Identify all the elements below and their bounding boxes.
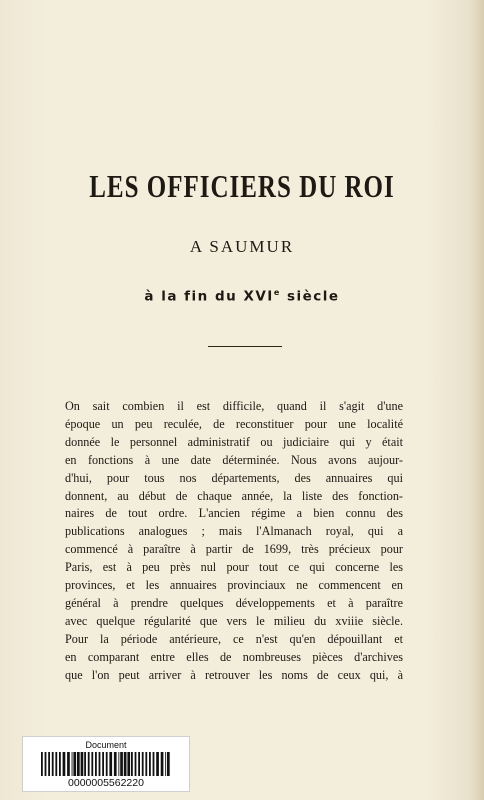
subsubtitle-sup: e xyxy=(273,288,281,297)
barcode-graphic xyxy=(40,752,172,776)
barcode-bar xyxy=(149,752,151,776)
barcode-bar xyxy=(138,752,140,776)
body-line: que l'on peut arriver à retrouver les noms de ceux qui, à xyxy=(65,667,403,682)
barcode-bar xyxy=(48,752,50,776)
barcode-bar xyxy=(145,752,147,776)
barcode-bar xyxy=(161,752,164,776)
barcode-bar xyxy=(127,752,130,776)
body-line: donnée le personnel administratif ou judiciaire qui y était xyxy=(65,434,403,449)
barcode-bar xyxy=(88,752,90,776)
page-edge-shadow xyxy=(470,0,484,800)
barcode-bar xyxy=(114,752,117,776)
barcode-bar xyxy=(131,752,133,776)
document-subsubtitle xyxy=(0,288,484,305)
document-title: LES OFFICIERS DU ROI xyxy=(89,170,395,205)
subsubtitle-main: à la fin du XVI xyxy=(144,288,274,305)
barcode-bar xyxy=(91,752,93,776)
barcode-bar xyxy=(59,752,61,776)
body-line: commencé à paraître à partir de 1699, très précieux pour xyxy=(65,542,403,557)
barcode-bar xyxy=(118,752,119,776)
barcode-bar xyxy=(63,752,66,776)
body-line: général à prendre quelques développements et à paraître xyxy=(65,595,403,610)
barcode-bar xyxy=(109,752,112,776)
barcode-bar xyxy=(135,752,137,776)
body-line: donnent, au début de chaque année, la liste des fonction- xyxy=(65,488,403,503)
body-line: publications analogues ; mais l'Almanach royal, qui a xyxy=(65,524,403,539)
body-line: On sait combien il est difficile, quand il s'agit d'une xyxy=(65,399,403,413)
barcode-bar xyxy=(52,752,54,776)
body-line: provinces, et les annuaires provinciaux ne commencent en xyxy=(65,578,403,593)
barcode-bar xyxy=(102,752,104,776)
barcode-bar xyxy=(72,752,73,776)
barcode-bar xyxy=(45,752,47,776)
barcode-bar xyxy=(99,752,101,776)
barcode-bar xyxy=(120,752,123,776)
body-line: avec quelque régularité que vers le milieu du xviiie siècle. xyxy=(65,613,403,628)
barcode-bar xyxy=(167,752,170,776)
body-line: en comparant entre elles de nombreuses pièces d'archives xyxy=(65,649,403,664)
body-line: Paris, est à peu près nul pour tout ce qui concerne les xyxy=(65,560,403,575)
barcode-bar xyxy=(81,752,84,776)
barcode-bar xyxy=(124,752,127,776)
body-line: époque un peu reculée, de reconstituer pour une localité xyxy=(65,416,403,431)
label-number: 0000005562220 xyxy=(68,777,144,789)
body-line: en fonctions à une date déterminée. Nous avons aujour- xyxy=(65,452,403,467)
document-subtitle: A SAUMUR xyxy=(189,237,295,256)
barcode-bar xyxy=(156,752,159,776)
barcode-bar xyxy=(165,752,166,776)
title-divider xyxy=(208,346,282,347)
body-line: d'hui, pour tous nos départements, des annuaires qui xyxy=(65,470,403,485)
label-title: Document xyxy=(85,740,127,750)
subsubtitle-end: siècle xyxy=(280,288,340,305)
body-line: naires de tout ordre. L'ancien régime a bien connu des xyxy=(65,506,403,521)
barcode-bar xyxy=(41,752,43,776)
body-text xyxy=(65,398,403,685)
barcode-bar xyxy=(106,752,108,776)
barcode-bar xyxy=(77,752,80,776)
barcode-bar xyxy=(73,752,76,776)
barcode-bar xyxy=(55,752,57,776)
barcode-bar xyxy=(142,752,144,776)
body-line: Pour la période antérieure, ce n'est qu'en dépouillant et xyxy=(65,631,403,646)
barcode-label xyxy=(22,736,190,792)
barcode-bar xyxy=(95,752,97,776)
barcode-bar xyxy=(153,752,155,776)
barcode-bar xyxy=(84,752,86,776)
barcode-bar xyxy=(67,752,70,776)
